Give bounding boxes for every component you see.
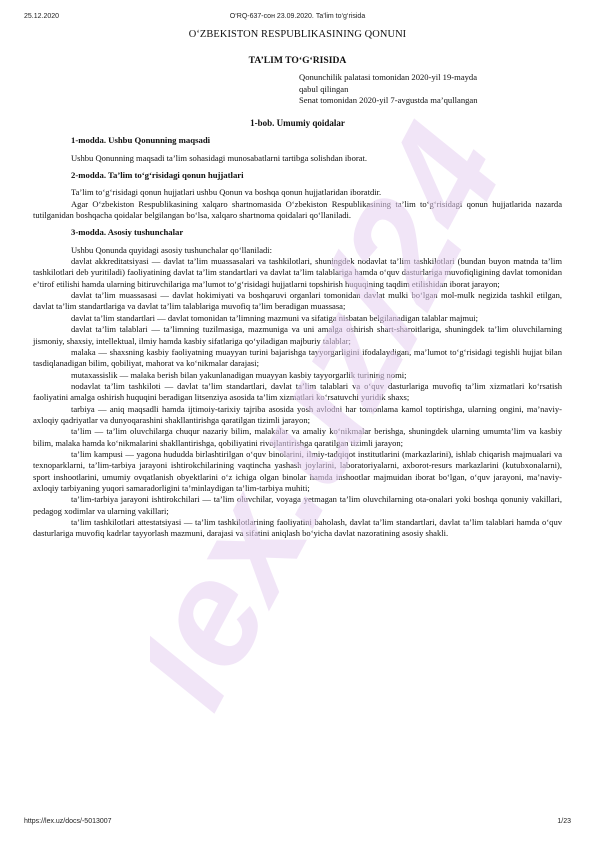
print-date: 25.12.2020 xyxy=(24,13,60,20)
adoption-line: qabul qilingan xyxy=(299,83,349,94)
definition-paragraph: malaka — shaxsning kasbiy faoliyatning muayyan turini bajarishga tayyorgarligini ifodalaydigan, ma’lumot to‘g‘risidagi tegishli hujjat bilan tasdiqlanadigan bilim, qobiliyat, mahorat va ko‘nikmalar darajasi; xyxy=(33,346,562,369)
paragraph: Ushbu Qonunning maqsadi ta’lim sohasidagi munosabatlarni tartibga solishdan iborat. xyxy=(71,152,368,163)
chapter-heading: 1-bob. Umumiy qoidalar xyxy=(250,118,345,128)
definition-paragraph: ta’lim kampusi — yagona hududda birlashtirilgan o‘quv binolarini, ilmiy-tadqiqot institutlarini (markazlarini), ishlab chiqarish majmualari va texnoparklarni, ta’lim-tarbiya jarayoni ishtirokchilarining vaqtincha yashash joylarini, laboratoriyalarni, axborot-resurs markazlarini (kutubxonalarni), sport inshootlarini, umumiy ovqatlanish obyektlarini o‘z ichiga olgan binolar hamda inshootlar majmuidan iborat bo‘lgan, o‘quv jarayoni, ma’naviy-axloqiy tarbiyaning yuqori samaradorligini ta’minlaydigan ta’lim-tarbiya muhiti; xyxy=(33,448,562,493)
document-heading: TA’LIM TO‘G‘RISIDA xyxy=(248,55,347,66)
adoption-info xyxy=(299,72,569,107)
definition-paragraph: davlat ta’lim muassasasi — davlat hokimiyati va boshqaruvi organlari tomonidan davlat mulki bo‘lgan mol-mulk negizida tashkil etilgan, davlat ta’lim standartlariga va davlat ta’lim talablariga muvofiq ta’lim beradigan muassasa; xyxy=(33,290,562,312)
paragraph: Ta’lim to‘g‘risidagi qonun hujjatlari ushbu Qonun va boshqa qonun hujjatlaridan iboratdir. xyxy=(71,187,382,198)
document-body xyxy=(33,118,562,540)
print-footer xyxy=(24,818,571,830)
definition-paragraph: mutaxassislik — malaka berish bilan yakunlanadigan muayyan kasbiy tayyorgarlik turining nomi; xyxy=(71,369,407,380)
definition-paragraph: tarbiya — aniq maqsadli hamda ijtimoiy-tarixiy tajriba asosida yosh avlodni har tomonlama kamol toptirishga, ularning ongini, ma’naviy-axloqiy qadriyatlar va dunyoqarashini shakllantirishga qaratilgan tizimli jarayon; xyxy=(33,403,562,425)
print-header xyxy=(24,13,571,25)
paragraph: Agar O‘zbekiston Respublikasining xalqaro shartnomasida O‘zbekiston Respublikasining ta’lim to‘g‘risidagi qonun hujjatlarida nazarda tutilganidan boshqacha qoidalar belgilangan bo‘lsa, xalqaro shartnoma qoidalari qo‘llaniladi. xyxy=(33,198,562,221)
definition-paragraph: ta’lim — ta’lim oluvchilarga chuqur nazariy bilim, malakalar va amaliy ko‘nikmalar berishga, shuningdek ularning umumta’lim va kasbiy bilim, malaka hamda ko‘nikmalarini shakllantirishga, qobiliyatini rivojlantirishga qaratilgan tizimli jarayon; xyxy=(33,426,562,448)
definition-paragraph: ta’lim-tarbiya jarayoni ishtirokchilari — ta’lim oluvchilar, voyaga yetmagan ta’lim oluvchilarning ota-onalari yoki boshqa qonuniy vakillari, pedagog xodimlar va ularning vakillari; xyxy=(33,494,562,516)
source-url: https://lex.uz/docs/-5013007 xyxy=(24,818,112,825)
paragraph: Ushbu Qonunda quyidagi asosiy tushunchalar qo‘llaniladi: xyxy=(71,244,273,255)
adoption-line: Senat tomonidan 2020-yil 7-avgustda ma’qullangan xyxy=(299,95,478,105)
print-document-title: O‘RQ-637-сон 23.09.2020. Ta’lim to‘g‘risida xyxy=(229,13,366,20)
definition-paragraph: davlat ta’lim talablari — ta’limning tuzilmasiga, mazmuniga va uni amalga oshirish shart-sharoitlariga, shuningdek ta’lim oluvchilarning jismoniy, shaxsiy, intellektual, ilmiy hamda kasbiy sifatlariga qo‘yiladigan majburiy talablar; xyxy=(33,324,562,346)
adoption-line: Qonunchilik palatasi tomonidan 2020-yil 19-mayda xyxy=(299,72,478,82)
definition-paragraph: nodavlat ta’lim tashkiloti — davlat ta’lim standartlari, davlat ta’lim talablari va o‘quv dasturlariga muvofiq ta’lim xizmatlari ko‘rsatish faoliyatini amalga oshirish huquqini beradigan litsenziya asosida ta’lim xizmatlari ko‘rsatuvchi yuridik shaxs; xyxy=(33,380,562,403)
article-1-title: 1-modda. Ushbu Qonunning maqsadi xyxy=(71,135,211,146)
definition-paragraph: ta’lim tashkilotlari attestatsiyasi — ta’lim tashkilotlarining faoliyatini baholash, davlat ta’lim standartlari, davlat ta’lim talablari hamda o‘quv dasturlariga muvofiq kadrlar tayyorlash mazmuni, darajasi va sifatini aniqlash bo‘yicha davlat nazoratining asosiy shakli. xyxy=(33,517,562,539)
page-number: 1/23 xyxy=(557,818,571,825)
law-title: O‘ZBEKISTON RESPUBLIKASINING QONUNI xyxy=(188,29,407,40)
article-2-title: 2-modda. Ta’lim to‘g‘risidagi qonun hujjatlari xyxy=(71,170,244,181)
article-3-title: 3-modda. Asosiy tushunchalar xyxy=(71,227,184,238)
watermark-text: lex.uz/24 xyxy=(150,110,536,732)
definition-paragraph: davlat ta’lim standartlari — davlat tomonidan ta’limning mazmuni va sifatiga nisbatan belgilanadigan talablar majmui; xyxy=(71,312,479,323)
definition-paragraph: davlat akkreditatsiyasi — davlat ta’lim muassasalari va tashkilotlari, shuningdek nodavlat ta’lim tashkilotlari (bundan buyon matnda ta’lim tashkilotlari deb yuritiladi) faoliyatining davlat ta’lim standartlari va davlat ta’lim talablariga hamda o‘quv dasturlariga muvofiqligining davlat tomonidan e’tirof etilishi hamda ularning bitiruvchilariga ma’lumot to‘g‘risidagi hujjatlarni topshirish huquqining taqdim etilishidan iborat jarayon; xyxy=(33,256,562,289)
